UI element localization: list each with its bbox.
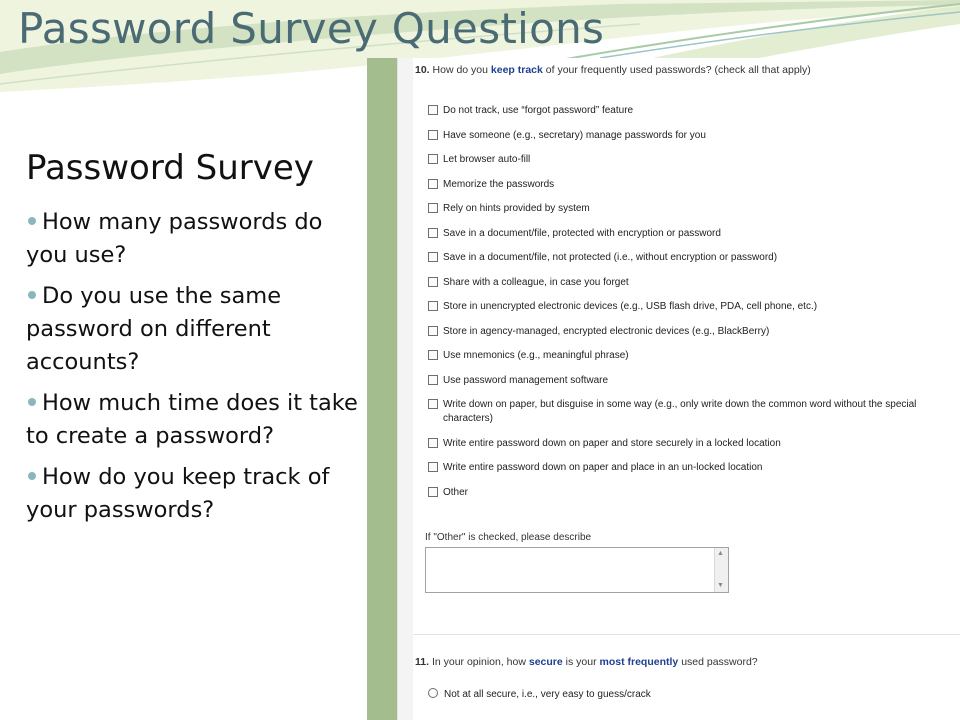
question-11-header: 11. In your opinion, how secure is your most frequently used password? — [415, 656, 758, 668]
slide-title: Password Survey Questions — [18, 4, 605, 53]
survey-margin-strip — [397, 58, 414, 720]
checkbox-icon[interactable] — [428, 399, 438, 409]
bullet-list — [26, 206, 361, 527]
other-describe-textarea[interactable] — [425, 547, 729, 593]
checkbox-icon[interactable] — [428, 154, 438, 164]
checkbox-icon[interactable] — [428, 487, 438, 497]
scroll-up-icon[interactable]: ▲ — [717, 550, 724, 557]
question-10-header: 10. How do you keep track of your frequently used passwords? (check all that apply) — [415, 64, 811, 76]
checkbox-icon[interactable] — [428, 203, 438, 213]
left-pane — [26, 148, 361, 535]
bullet-dot-icon — [28, 291, 36, 299]
bullet-item: How much time does it take to create a password? — [26, 390, 358, 449]
checkbox-option[interactable]: Rely on hints provided by system — [428, 202, 953, 216]
bullet-item: How do you keep track of your passwords? — [26, 464, 330, 523]
checkbox-option[interactable]: Use mnemonics (e.g., meaningful phrase) — [428, 349, 953, 363]
checkbox-icon[interactable] — [428, 438, 438, 448]
checkbox-option[interactable]: Use password management software — [428, 374, 953, 388]
checkbox-icon[interactable] — [428, 277, 438, 287]
checkbox-icon[interactable] — [428, 179, 438, 189]
textarea-scrollbar[interactable] — [714, 548, 728, 592]
checkbox-option[interactable]: Share with a colleague, in case you forget — [428, 276, 953, 290]
checkbox-option[interactable]: Memorize the passwords — [428, 178, 953, 192]
checkbox-icon[interactable] — [428, 228, 438, 238]
radio-icon[interactable] — [428, 688, 438, 698]
survey-sidebar-bar — [367, 58, 397, 720]
checkbox-option[interactable]: Have someone (e.g., secretary) manage passwords for you — [428, 129, 953, 143]
checkbox-option[interactable]: Write entire password down on paper and place in an un-locked location — [428, 461, 953, 475]
bullet-dot-icon — [28, 217, 36, 225]
checkbox-option[interactable]: Do not track, use “forgot password” feature — [428, 104, 953, 118]
bullet-item: How many passwords do you use? — [26, 209, 323, 268]
question-10-options — [428, 104, 953, 500]
checkbox-option-other[interactable]: Other — [428, 486, 953, 500]
scroll-down-icon[interactable]: ▼ — [717, 582, 724, 589]
checkbox-option[interactable]: Store in agency-managed, encrypted electronic devices (e.g., BlackBerry) — [428, 325, 953, 339]
radio-option[interactable]: Not at all secure, i.e., very easy to guess/crack — [428, 688, 651, 700]
checkbox-icon[interactable] — [428, 326, 438, 336]
left-heading: Password Survey — [26, 148, 314, 188]
other-describe-label: If "Other" is checked, please describe — [425, 532, 592, 543]
checkbox-icon[interactable] — [428, 375, 438, 385]
checkbox-option[interactable]: Save in a document/file, protected with encryption or password — [428, 227, 953, 241]
bullet-dot-icon — [28, 398, 36, 406]
checkbox-option[interactable]: Store in unencrypted electronic devices (e.g., USB flash drive, PDA, cell phone, etc.) — [428, 300, 953, 314]
section-divider — [413, 634, 960, 635]
survey-screenshot — [413, 58, 960, 720]
checkbox-icon[interactable] — [428, 130, 438, 140]
bullet-item: Do you use the same password on different accounts? — [26, 283, 282, 375]
checkbox-icon[interactable] — [428, 252, 438, 262]
bullet-dot-icon — [28, 472, 36, 480]
checkbox-option[interactable]: Write entire password down on paper and store securely in a locked location — [428, 437, 953, 451]
checkbox-option[interactable]: Save in a document/file, not protected (i.e., without encryption or password) — [428, 251, 953, 265]
checkbox-icon[interactable] — [428, 350, 438, 360]
checkbox-icon[interactable] — [428, 462, 438, 472]
checkbox-icon[interactable] — [428, 105, 438, 115]
checkbox-option[interactable]: Let browser auto-fill — [428, 153, 953, 167]
checkbox-icon[interactable] — [428, 301, 438, 311]
checkbox-option[interactable]: Write down on paper, but disguise in some way (e.g., only write down the common word without the special characters) — [428, 398, 953, 426]
